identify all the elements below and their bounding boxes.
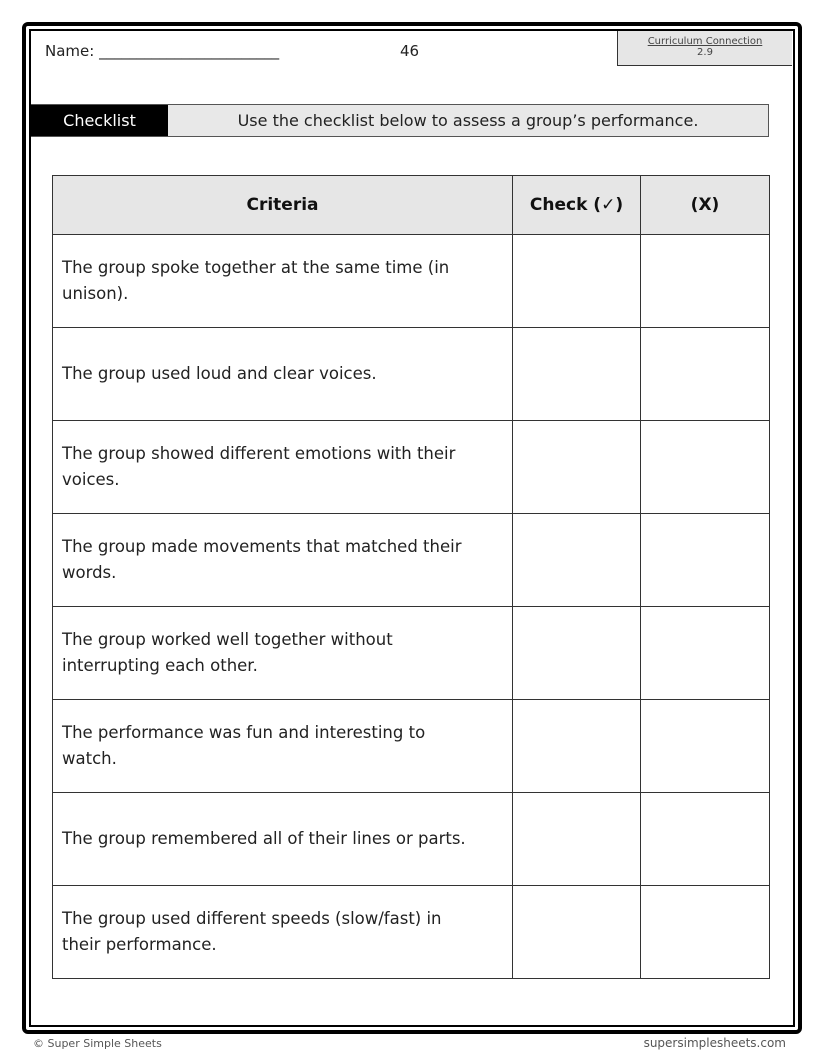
x-cell[interactable] bbox=[641, 793, 770, 886]
check-cell[interactable] bbox=[513, 700, 641, 793]
check-cell[interactable] bbox=[513, 607, 641, 700]
table-row bbox=[53, 793, 770, 886]
table-row bbox=[53, 328, 770, 421]
x-cell[interactable] bbox=[641, 328, 770, 421]
table-row bbox=[53, 514, 770, 607]
checklist-instruction: Use the checklist below to assess a group’s performance. bbox=[237, 111, 699, 130]
name-field[interactable]: Name: ________________________ bbox=[45, 42, 280, 60]
check-cell[interactable] bbox=[513, 886, 641, 979]
criteria-cell: The performance was fun and interesting to watch. bbox=[53, 700, 513, 793]
x-cell[interactable] bbox=[641, 421, 770, 514]
table-row bbox=[53, 607, 770, 700]
curriculum-connection-code: 2.9 bbox=[697, 47, 713, 58]
check-cell[interactable] bbox=[513, 328, 641, 421]
criteria-cell: The group worked well together without interrupting each other. bbox=[53, 607, 513, 700]
check-cell[interactable] bbox=[513, 235, 641, 328]
table-row bbox=[53, 700, 770, 793]
checklist-bar bbox=[31, 104, 769, 137]
criteria-cell: The group spoke together at the same time (in unison). bbox=[53, 235, 513, 328]
criteria-cell: The group used different speeds (slow/fast) in their performance. bbox=[53, 886, 513, 979]
checklist-label: Checklist bbox=[31, 105, 168, 136]
column-header-criteria: Criteria bbox=[53, 176, 513, 235]
check-cell[interactable] bbox=[513, 793, 641, 886]
column-header-check: Check (✓) bbox=[513, 176, 641, 235]
table-row bbox=[53, 421, 770, 514]
criteria-cell: The group used loud and clear voices. bbox=[53, 328, 513, 421]
table-row bbox=[53, 235, 770, 328]
table-header-row bbox=[53, 176, 770, 235]
x-cell[interactable] bbox=[641, 514, 770, 607]
footer-website-link[interactable]: supersimplesheets.com bbox=[643, 1036, 786, 1050]
check-cell[interactable] bbox=[513, 421, 641, 514]
table-row bbox=[53, 886, 770, 979]
check-cell[interactable] bbox=[513, 514, 641, 607]
checklist-table bbox=[52, 175, 770, 979]
column-header-x: (X) bbox=[641, 176, 770, 235]
footer-copyright: © Super Simple Sheets bbox=[33, 1037, 162, 1050]
x-cell[interactable] bbox=[641, 235, 770, 328]
curriculum-connection-title: Curriculum Connection bbox=[647, 36, 763, 47]
page-number: 46 bbox=[400, 42, 420, 60]
x-cell[interactable] bbox=[641, 886, 770, 979]
curriculum-connection-box bbox=[617, 31, 792, 66]
criteria-cell: The group made movements that matched their words. bbox=[53, 514, 513, 607]
criteria-cell: The group remembered all of their lines or parts. bbox=[53, 793, 513, 886]
criteria-cell: The group showed different emotions with their voices. bbox=[53, 421, 513, 514]
x-cell[interactable] bbox=[641, 700, 770, 793]
x-cell[interactable] bbox=[641, 607, 770, 700]
